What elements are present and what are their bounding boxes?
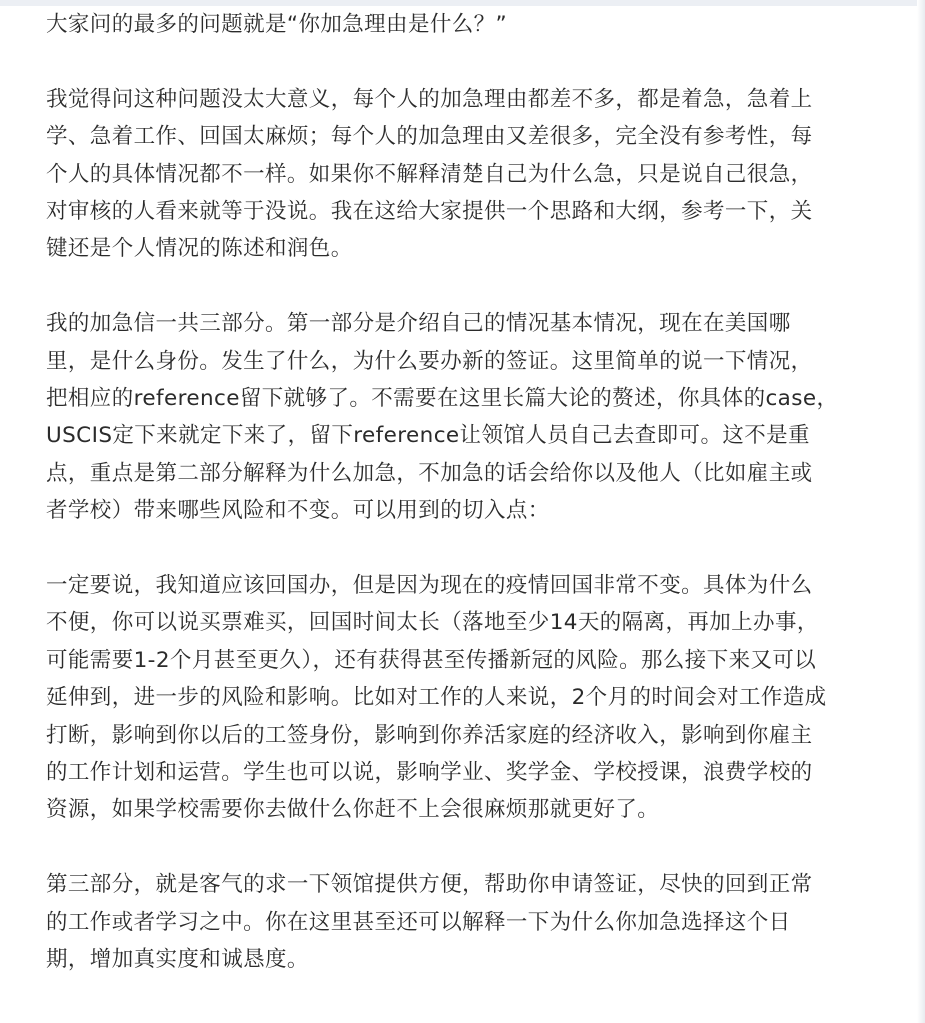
text-line: 学、急着工作、回国太麻烦；每个人的加急理由又差很多，完全没有参考性，每 — [46, 124, 813, 150]
text-line: 里，是什么身份。发生了什么，为什么要办新的签证。这里简单的说一下情况， — [46, 348, 813, 374]
paragraph-1 — [46, 6, 896, 43]
paragraph-gap — [46, 268, 925, 305]
paragraph-gap — [46, 530, 925, 567]
text-line: 打断，影响到你以后的工签身份，影响到你养活家庭的经济收入，影响到你雇主 — [46, 722, 813, 748]
text-line: 者学校）带来哪些风险和不变。可以用到的切入点： — [46, 498, 550, 524]
text-line: 点，重点是第二部分解释为什么加急，不加急的话会给你以及他人（比如雇主或 — [46, 460, 813, 486]
scroll-edge — [917, 0, 925, 1023]
text-line: 期，增加真实度和诚恳度。 — [46, 947, 309, 973]
text-line: 键还是个人情况的陈述和润色。 — [46, 236, 353, 262]
text-line: 一定要说，我知道应该回国办，但是因为现在的疫情回国非常不变。具体为什么 — [46, 573, 813, 599]
text-line: 大家问的最多的问题就是“你加急理由是什么？” — [46, 12, 508, 37]
text-line: 把相应的reference留下就够了。不需要在这里长篇大论的赘述，你具体的case， — [46, 386, 839, 412]
paragraph-gap — [46, 43, 925, 80]
text-line: 资源，如果学校需要你去做什么你赶不上会很麻烦那就更好了。 — [46, 797, 660, 823]
text-line: 第三部分，就是客气的求一下领馆提供方便，帮助你申请签证，尽快的回到正常 — [46, 872, 813, 898]
paragraph-5 — [46, 866, 896, 978]
text-line: 我的加急信一共三部分。第一部分是介绍自己的情况基本情况，现在在美国哪 — [46, 311, 791, 337]
paragraph-2 — [46, 81, 896, 268]
top-divider — [0, 0, 925, 6]
paragraph-gap — [46, 829, 925, 866]
paragraph-4 — [46, 567, 896, 829]
text-line: 可能需要1-2个月甚至更久），还有获得甚至传播新冠的风险。那么接下来又可以 — [46, 647, 817, 673]
text-line: 对审核的人看来就等于没说。我在这给大家提供一个思路和大纲，参考一下，关 — [46, 199, 813, 225]
text-line: 的工作计划和运营。学生也可以说，影响学业、奖学金、学校授课，浪费学校的 — [46, 760, 813, 786]
paragraph-3 — [46, 305, 896, 529]
text-line: 的工作或者学习之中。你在这里甚至还可以解释一下为什么你加急选择这个日 — [46, 909, 791, 935]
text-line: USCIS定下来就定下来了，留下reference让领馆人员自己去查即可。这不是重 — [46, 423, 810, 449]
text-line: 不便，你可以说买票难买，回国时间太长（落地至少14天的隔离，再加上办事， — [46, 610, 819, 636]
text-line: 我觉得问这种问题没太大意义，每个人的加急理由都差不多，都是着急，急着上 — [46, 86, 813, 112]
article-body — [46, 6, 925, 979]
text-line: 个人的具体情况都不一样。如果你不解释清楚自己为什么急，只是说自己很急， — [46, 161, 813, 187]
text-line: 延伸到，进一步的风险和影响。比如对工作的人来说，2个月的时间会对工作造成 — [46, 685, 827, 711]
